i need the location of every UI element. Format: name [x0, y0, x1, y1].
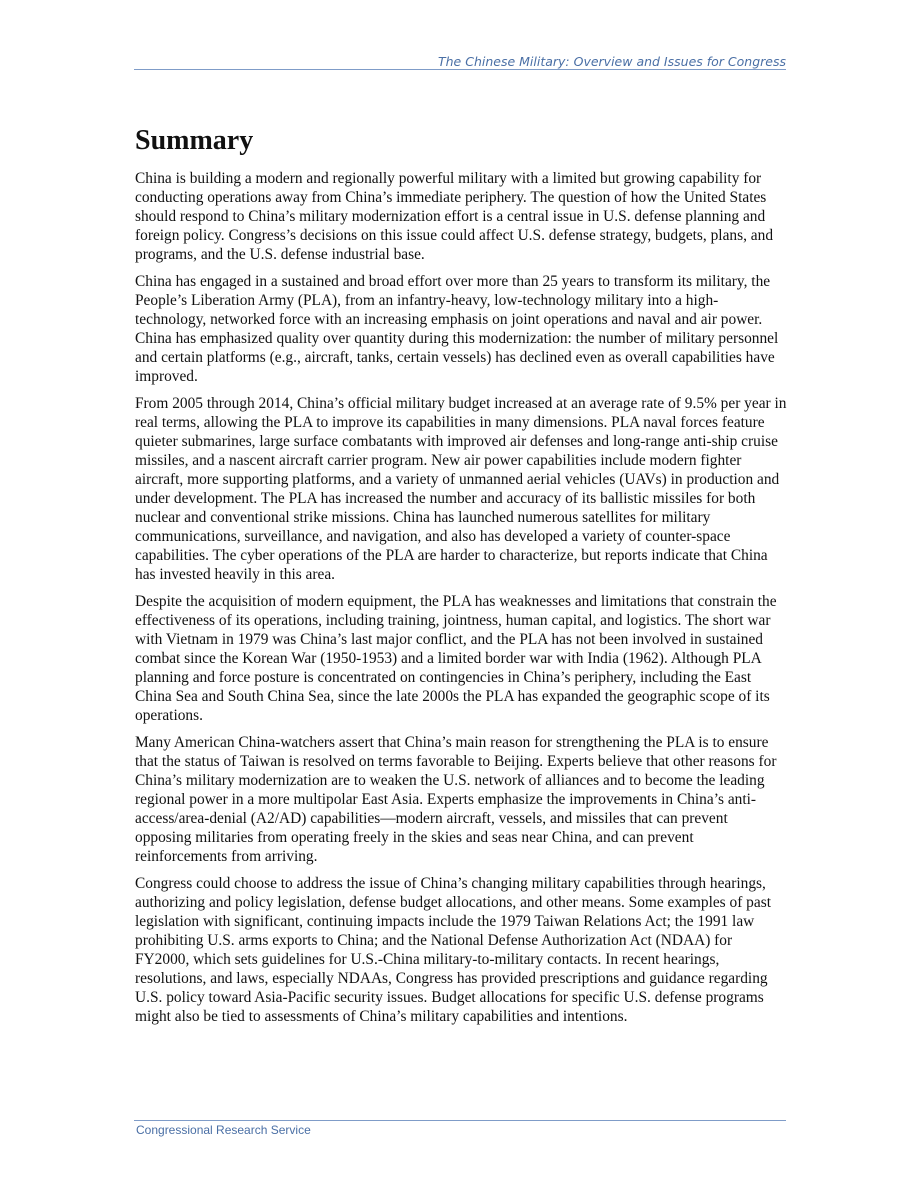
running-footer-publisher: Congressional Research Service: [136, 1123, 311, 1137]
paragraph: China has engaged in a sustained and broad effort over more than 25 years to transform its military, the People’s Liberation Army (PLA), from an infantry-heavy, low-technology military into a high-technology, networked force with an increasing emphasis on joint operations and naval and air power. China has emphasized quality over quantity during this modernization: the number of military personnel and certain platforms (e.g., aircraft, tanks, certain vessels) has declined even as overall capabilities have improved.: [135, 273, 779, 385]
paragraph: Congress could choose to address the issue of China’s changing military capabilities through hearings, authorizing and policy legislation, defense budget allocations, and other means. Some examples of past legislation with significant, continuing impacts include the 1979 Taiwan Relations Act; the 1991 law prohibiting U.S. arms exports to China; and the National Defense Authorization Act (NDAA) for FY2000, which sets guidelines for U.S.-China military-to-military contacts. In recent hearings, resolutions, and laws, especially NDAAs, Congress has provided prescriptions and guidance regarding U.S. policy toward Asia-Pacific security issues. Budget allocations for specific U.S. defense programs might also be tied to assessments of China’s military capabilities and intentions.: [135, 875, 771, 1025]
running-header-title: The Chinese Military: Overview and Issues for Congress: [438, 54, 786, 69]
paragraph: Despite the acquisition of modern equipment, the PLA has weaknesses and limitations that constrain the effectiveness of its operations, including training, jointness, human capital, and logistics. The short war with Vietnam in 1979 was China’s last major conflict, and the PLA has not been involved in sustained combat since the Korean War (1950-1953) and a limited border war with India (1962). Although PLA planning and force posture is concentrated on contingencies in China’s periphery, including the East China Sea and South China Sea, since the late 2000s the PLA has expanded the geographic scope of its operations.: [135, 593, 777, 724]
header-rule: [134, 69, 786, 70]
paragraph: Many American China-watchers assert that China’s main reason for strengthening the PLA is to ensure that the status of Taiwan is resolved on terms favorable to Beijing. Experts believe that other reasons for China’s military modernization are to weaken the U.S. network of alliances and to become the leading regional power in a more multipolar East Asia. Experts emphasize the improvements in China’s anti-access/area-denial (A2/AD) capabilities—modern aircraft, vessels, and missiles that can prevent opposing militaries from operating freely in the skies and seas near China, and can prevent reinforcements from arriving.: [135, 734, 777, 865]
paragraph: From 2005 through 2014, China’s official military budget increased at an average rate of 9.5% per year in real terms, allowing the PLA to improve its capabilities in many dimensions. PLA naval forces feature quieter submarines, large surface combatants with improved air defenses and long-range anti-ship cruise missiles, and a nascent aircraft carrier program. New air power capabilities include modern fighter aircraft, more supporting platforms, and a variety of unmanned aerial vehicles (UAVs) in production and under development. The PLA has increased the number and accuracy of its ballistic missiles for both nuclear and conventional strike missions. China has launched numerous satellites for military communications, surveillance, and navigation, and also has developed a variety of counter-space capabilities. The cyber operations of the PLA are harder to characterize, but reports indicate that China has invested heavily in this area.: [135, 395, 787, 583]
page-title: Summary: [135, 125, 254, 156]
paragraph: China is building a modern and regionally powerful military with a limited but growing capability for conducting operations away from China’s immediate periphery. The question of how the United States should respond to China’s military modernization effort is a central issue in U.S. defense planning and foreign policy. Congress’s decisions on this issue could affect U.S. defense strategy, budgets, plans, and programs, and the U.S. defense industrial base.: [135, 170, 774, 263]
footer-rule: [134, 1120, 786, 1121]
summary-body: [135, 169, 787, 1034]
